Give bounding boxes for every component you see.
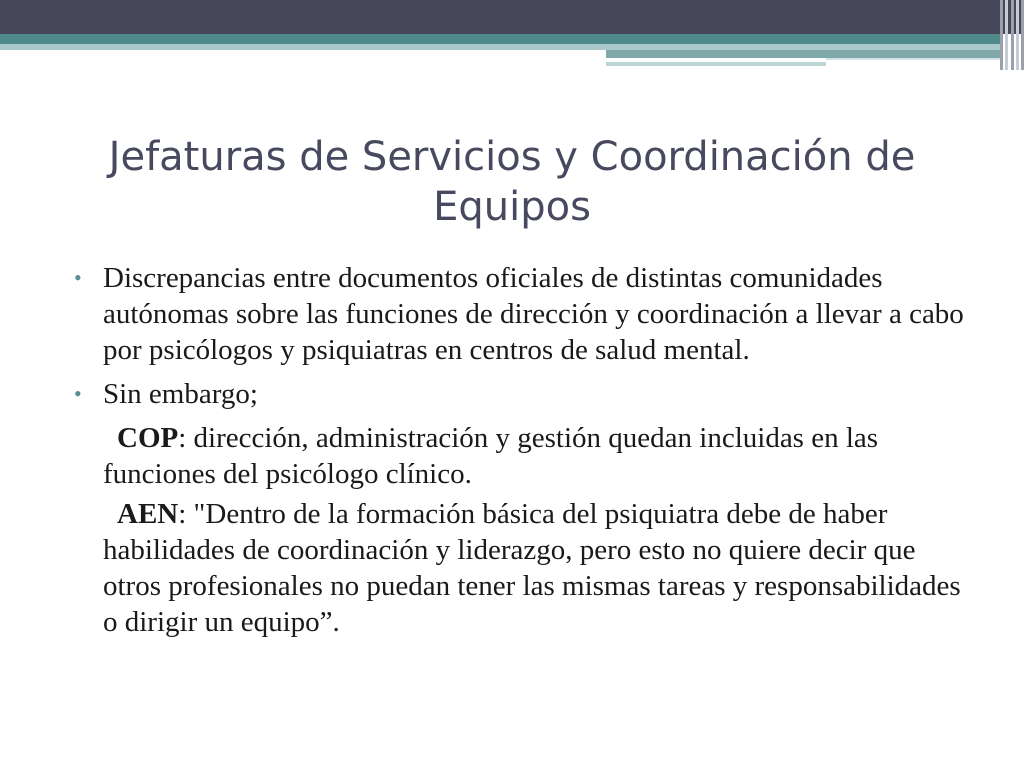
header-stripes xyxy=(1000,0,1024,70)
header-dark-bar xyxy=(0,0,1024,34)
header-teal-accent-bar xyxy=(606,50,1000,58)
slide-body xyxy=(74,260,964,644)
bullet-item xyxy=(74,376,964,412)
slide-title: Jefaturas de Servicios y Coordinación de Equipos xyxy=(108,134,916,230)
bullet-icon: • xyxy=(74,265,82,290)
header-thin-line xyxy=(826,58,1000,60)
sub-item-text: : "Dentro de la formación básica del psiquiatra debe de haber habilidades de coordinación y liderazgo, pero esto no quiere decir que otros profesionales no puedan tener las mismas tareas y responsabilidades o dirigir un equipo”. xyxy=(103,498,961,638)
bullet-icon: • xyxy=(74,381,82,406)
header-teal-bar xyxy=(0,34,1000,44)
sub-item-label: AEN xyxy=(117,498,179,530)
sub-item-cop xyxy=(74,420,964,492)
bullet-text: Discrepancias entre documentos oficiales de distintas comunidades autónomas sobre las funciones de dirección y coordinación a llevar a cabo por psicólogos y psiquiatras en centros de salud mental. xyxy=(103,262,964,366)
bullet-item xyxy=(74,260,964,368)
bullet-text: Sin embargo; xyxy=(103,378,258,410)
header-teal-accent-bar-2 xyxy=(606,62,826,66)
sub-item-text: : dirección, administración y gestión quedan incluidas en las funciones del psicólogo clínico. xyxy=(103,422,879,490)
sub-item-aen xyxy=(74,496,964,640)
sub-item-label: COP xyxy=(117,422,179,454)
